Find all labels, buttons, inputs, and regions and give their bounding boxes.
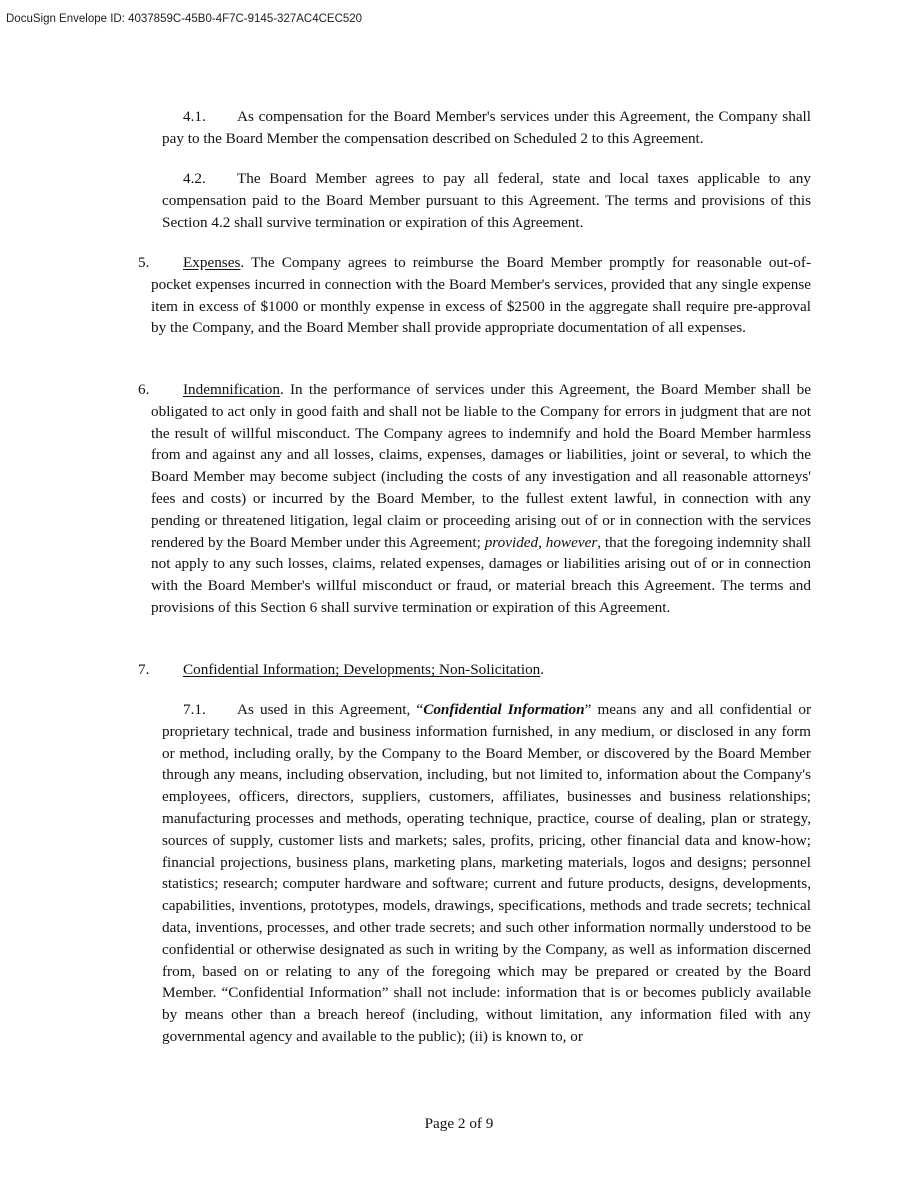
docusign-envelope-id: DocuSign Envelope ID: 4037859C-45B0-4F7C-9145-327AC4CEC520 — [6, 13, 363, 25]
paragraph-text-continued: ” means any and all confidential or proprietary technical, trade and business information furnished, in any medium, or disclosed in any form or method, including orally, by the Company to the Board Member, or discovered by the Board Member through any means, including observation, including, but not limited to, information about the Company's employees, officers, directors, suppliers, customers, affiliates, businesses and business relationships; manufacturing processes and methods, operating technique, practice, course of dealing, plan or strategy, sources of supply, customer lists and markets; sales, profits, pricing, other financial data and know-how; financial projections, business plans, marketing plans, marketing materials, logos and designs; personnel statistics; research; computer hardware and software; current and future products, designs, developments, capabilities, inventions, prototypes, models, drawings, specifications, methods and trade secrets; technical data, inventions, processes, and other trade secrets; and such other information normally understood to be confidential or otherwise designated as such in writing by the Company, as well as information discerned from, based on or relating to any of the foregoing which may be prepared or created by the Board Member. “Confidential Information” shall not include: information that is or becomes publicly available by means other than a breach hereof (including, without limitation, any information filed with any governmental agency and available to the public); (ii) is known to, or — [162, 701, 811, 1045]
paragraph-4-2 — [162, 168, 811, 233]
paragraph-text: As used in this Agreement, “ — [237, 701, 424, 718]
section-number: 7. — [138, 661, 150, 678]
paragraph-text: The Board Member agrees to pay all federal, state and local taxes applicable to any compensation paid to the Board Member pursuant to this Agreement. The terms and provisions of this Section 4.2 shall survive termination or expiration of this Agreement. — [162, 170, 811, 231]
section-text: . The Company agrees to reimburse the Board Member promptly for reasonable out-of-pocket expenses incurred in connection with the Board Member's services, provided that any single expense item in excess of $1000 or monthly expense in excess of $2500 in the aggregate shall require pre-approval by the Company, and the Board Member shall provide appropriate documentation of all expenses. — [151, 254, 811, 337]
section-7-heading — [138, 659, 811, 681]
section-heading-period: . — [540, 661, 545, 678]
paragraph-text: As compensation for the Board Member's services under this Agreement, the Company shall pay to the Board Member the compensation described on Scheduled 2 to this Agreement. — [162, 108, 811, 147]
paragraph-number: 7.1. — [183, 701, 206, 718]
section-6-indemnification — [138, 379, 811, 619]
section-italic-phrase: provided, however — [484, 533, 598, 551]
paragraph-number: 4.1. — [183, 108, 206, 125]
defined-term: Confidential Information — [423, 701, 585, 718]
section-5-expenses — [138, 252, 811, 339]
paragraph-number: 4.2. — [183, 170, 206, 187]
section-heading: Expenses — [183, 254, 241, 271]
section-number: 6. — [138, 381, 150, 398]
section-number: 5. — [138, 254, 150, 271]
section-text: . In the performance of services under this Agreement, the Board Member shall be obligated to act only in good faith and shall not be liable to the Company for errors in judgment that are not the result of willful misconduct. The Company agrees to indemnify and hold the Board Member harmless from and against any and all losses, claims, expenses, damages or liabilities, joint or several, to which the Board Member may become subject (including the costs of any investigation and all reasonable attorneys' fees and costs) or incurred by the Board Member, to the fullest extent lawful, in connection with any pending or threatened litigation, legal claim or proceeding arising out of or in connection with the services rendered by the Board Member under this Agreement; — [151, 381, 811, 551]
paragraph-7-1 — [162, 699, 811, 1048]
paragraph-4-1 — [162, 106, 811, 150]
section-text-continued: , that the foregoing indemnity shall not apply to any such losses, claims, related expenses, damages or liabilities arising out of or in connection with the Board Member's willful misconduct or fraud, or material breach this Agreement. The terms and provisions of this Section 6 shall survive termination or expiration of this Agreement. — [151, 533, 811, 616]
section-heading: Confidential Information; Developments; Non-Solicitation — [183, 661, 541, 678]
page-number: Page 2 of 9 — [424, 1115, 494, 1132]
section-heading: Indemnification — [183, 381, 280, 398]
